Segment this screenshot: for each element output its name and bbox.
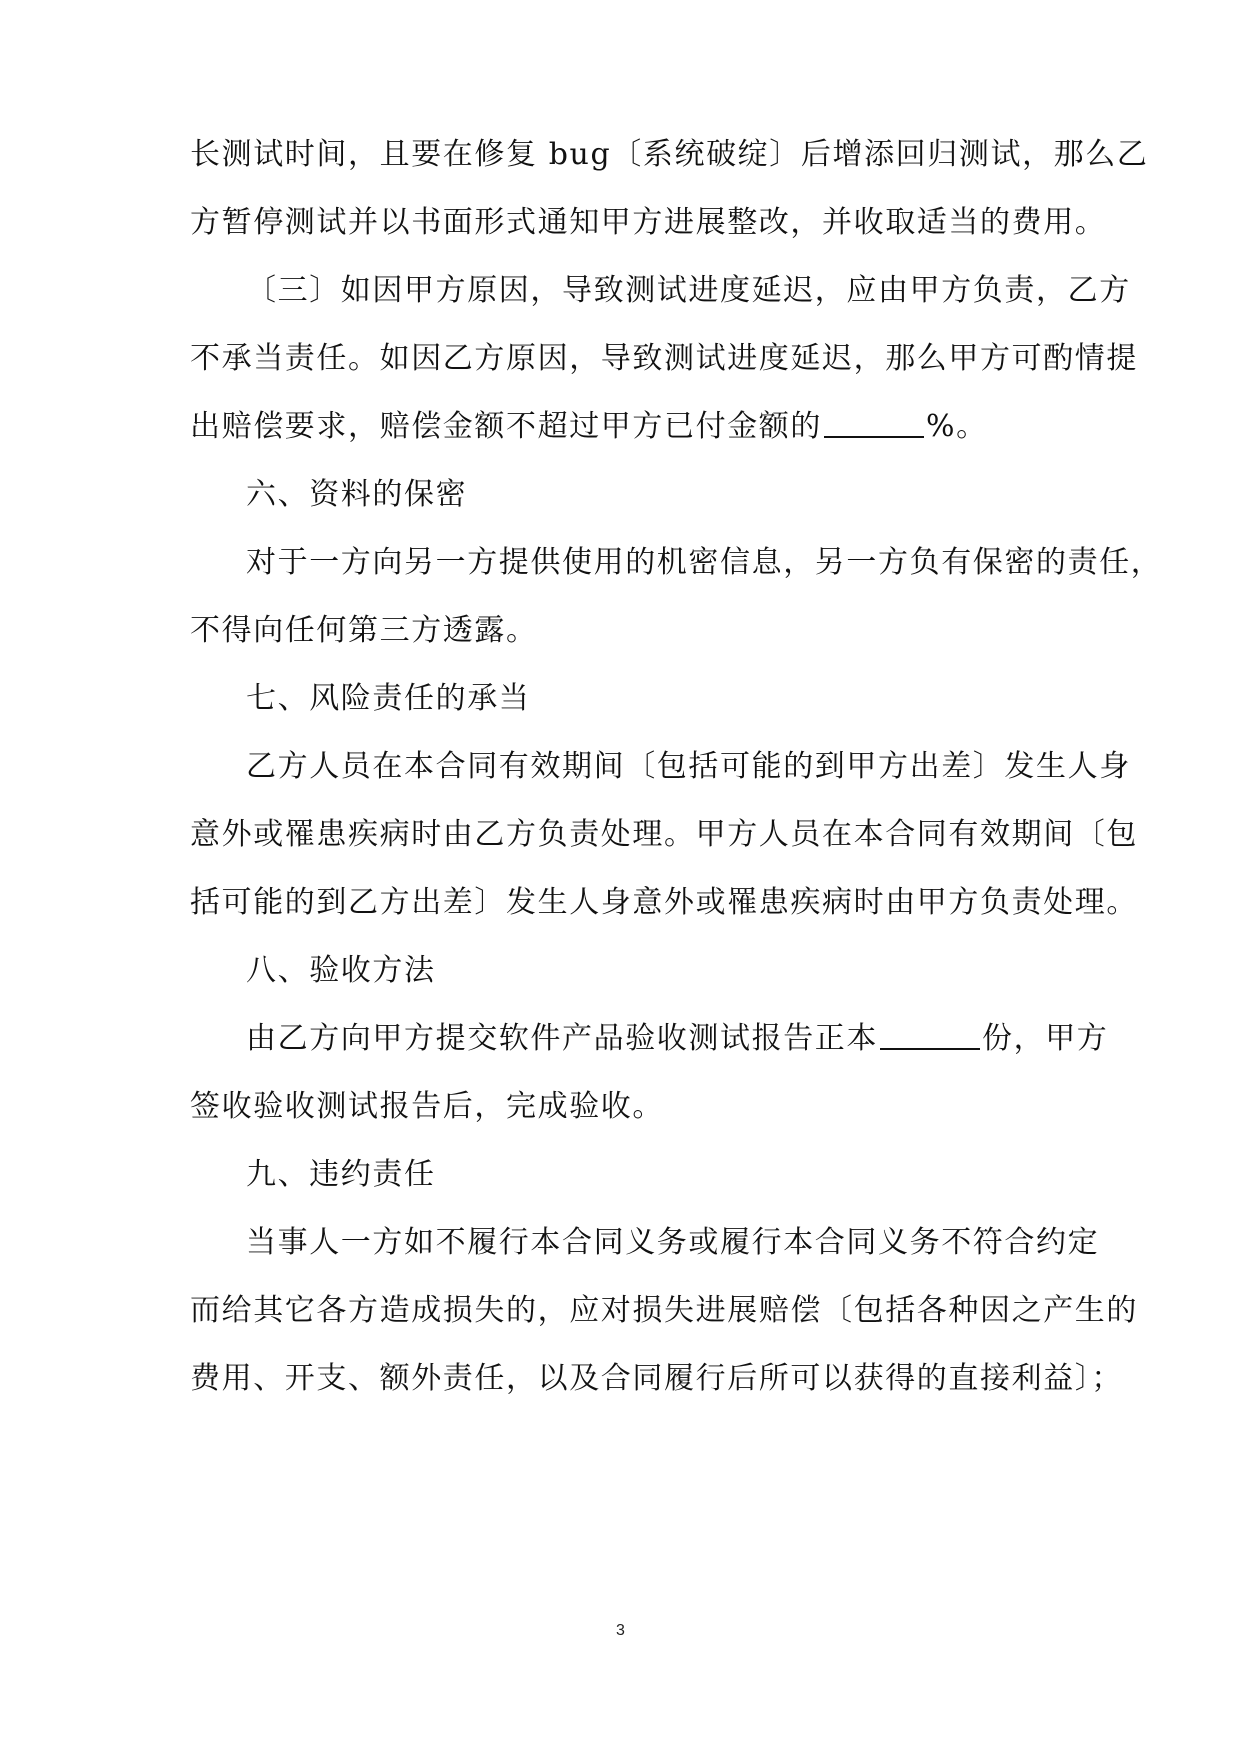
text-line: 不得向任何第三方透露。 (190, 613, 538, 648)
text-line: 不承当责任。如因乙方原因，导致测试进度延迟，那么甲方可酌情提 (190, 341, 1138, 376)
text-segment: 出赔偿要求，赔偿金额不超过甲方已付金额的 (190, 409, 822, 444)
text-segment: 份，甲方 (982, 1021, 1109, 1056)
fill-in-blank (880, 1020, 980, 1050)
text-line-with-blank (246, 1019, 1109, 1059)
text-line: 长测试时间，且要在修复 bug〔系统破绽〕后增添回归测试，那么乙 (190, 137, 1149, 172)
text-line: 括可能的到乙方出差〕发生人身意外或罹患疾病时由甲方负责处理。 (190, 885, 1138, 920)
text-segment: 由乙方向甲方提交软件产品验收测试报告正本 (246, 1021, 878, 1056)
text-line: 而给其它各方造成损失的，应对损失进展赔偿〔包括各种因之产生的 (190, 1293, 1138, 1328)
section-heading: 八、验收方法 (246, 953, 436, 988)
text-line: 方暂停测试并以书面形式通知甲方进展整改，并收取适当的费用。 (190, 205, 1107, 240)
text-line: 乙方人员在本合同有效期间〔包括可能的到甲方出差〕发生人身 (246, 749, 1131, 784)
text-line: 签收验收测试报告后，完成验收。 (190, 1089, 664, 1124)
section-heading: 六、资料的保密 (246, 477, 468, 512)
text-line: 当事人一方如不履行本合同义务或履行本合同义务不符合约定 (246, 1225, 1100, 1260)
page-number: 3 (616, 1622, 625, 1639)
text-line: 费用、开支、额外责任，以及合同履行后所可以获得的直接利益〕； (190, 1361, 1123, 1396)
text-line-with-blank (190, 407, 1090, 447)
text-line: 意外或罹患疾病时由乙方负责处理。甲方人员在本合同有效期间〔包 (190, 817, 1138, 852)
text-line: 对于一方向另一方提供使用的机密信息，另一方负有保密的责任， (246, 545, 1163, 580)
fill-in-blank (824, 408, 924, 438)
section-heading: 九、违约责任 (246, 1157, 436, 1192)
section-heading: 七、风险责任的承当 (246, 681, 531, 716)
text-line: 〔三〕如因甲方原因，导致测试进度延迟，应由甲方负责，乙方 (246, 273, 1131, 308)
text-segment: %。 (926, 409, 988, 444)
